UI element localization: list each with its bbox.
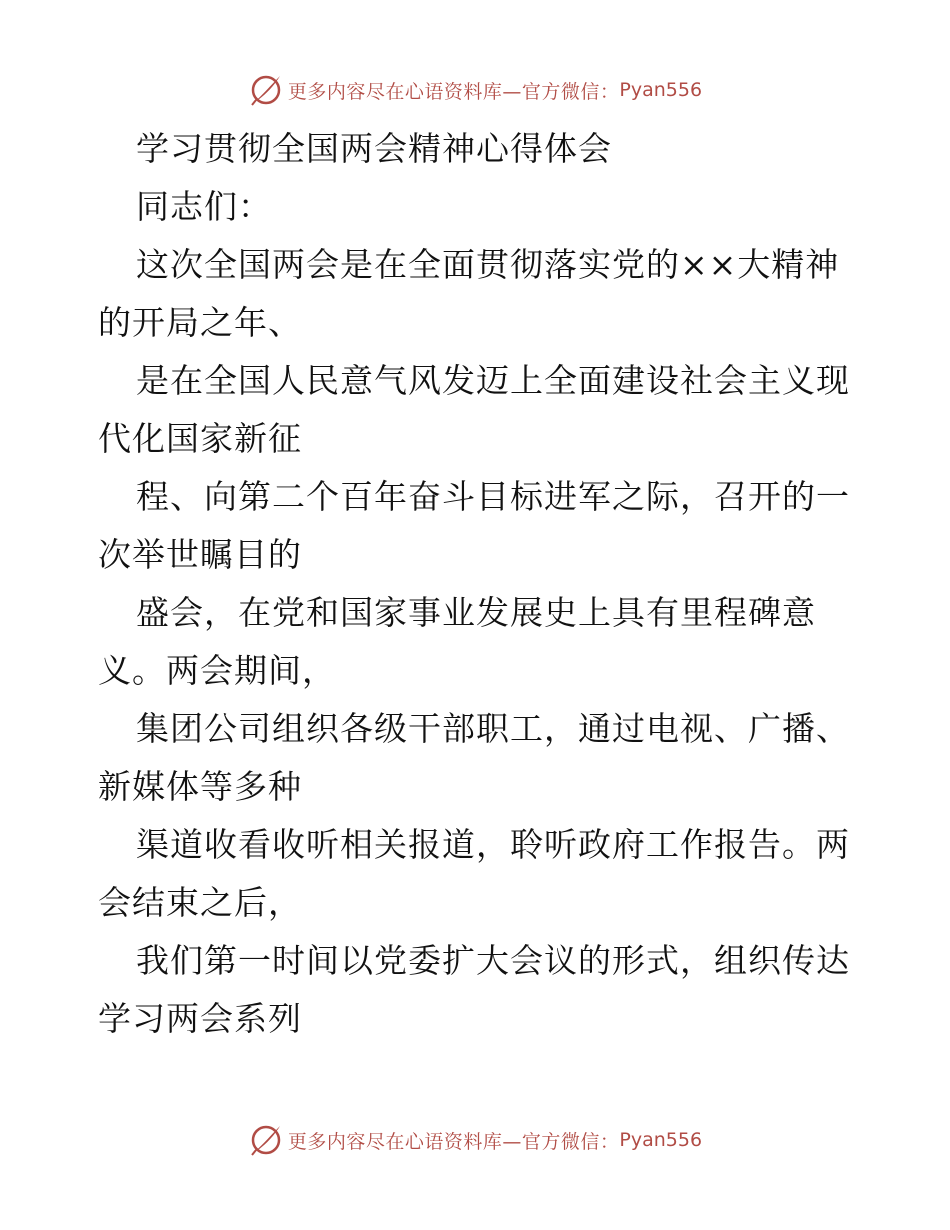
document-body bbox=[98, 120, 858, 1048]
paragraph-line: 渠道收看收听相关报道，聆听政府工作报告。两 bbox=[136, 825, 850, 864]
feather-circle-logo-icon bbox=[248, 72, 284, 108]
paragraph-line: 会结束之后， bbox=[98, 883, 302, 922]
paragraph-line: 义。两会期间， bbox=[98, 651, 336, 690]
paragraph-line: 代化国家新征 bbox=[98, 419, 302, 458]
paragraph-line: 这次全国两会是在全面贯彻落实党的××大精神 bbox=[136, 245, 840, 284]
paragraph-line: 同志们： bbox=[136, 187, 272, 226]
paragraph-line: 是在全国人民意气风发迈上全面建设社会主义现 bbox=[136, 361, 850, 400]
footer-brand-text: 更多内容尽在心语资料库—官方微信： bbox=[287, 1130, 620, 1153]
paragraph-line: 程、向第二个百年奋斗目标进军之际，召开的一 bbox=[136, 477, 850, 516]
paragraph-line: 次举世瞩目的 bbox=[98, 535, 302, 574]
feather-circle-logo-icon bbox=[248, 1122, 284, 1158]
footer-banner bbox=[0, 1120, 950, 1160]
paragraph-line: 学习两会系列 bbox=[98, 999, 302, 1038]
paragraph-line: 盛会，在党和国家事业发展史上具有里程碑意 bbox=[136, 593, 816, 632]
header-wechat-id: Pyan556 bbox=[619, 79, 703, 101]
header-brand-text: 更多内容尽在心语资料库—官方微信： bbox=[287, 80, 620, 103]
footer-wechat-id: Pyan556 bbox=[619, 1129, 703, 1151]
paragraph-line: 集团公司组织各级干部职工，通过电视、广播、 bbox=[136, 709, 850, 748]
document-title: 学习贯彻全国两会精神心得体会 bbox=[136, 129, 612, 168]
header-banner bbox=[0, 70, 950, 110]
paragraph-line: 我们第一时间以党委扩大会议的形式，组织传达 bbox=[136, 941, 850, 980]
paragraph-line: 新媒体等多种 bbox=[98, 767, 302, 806]
paragraph-line: 的开局之年、 bbox=[98, 303, 302, 342]
